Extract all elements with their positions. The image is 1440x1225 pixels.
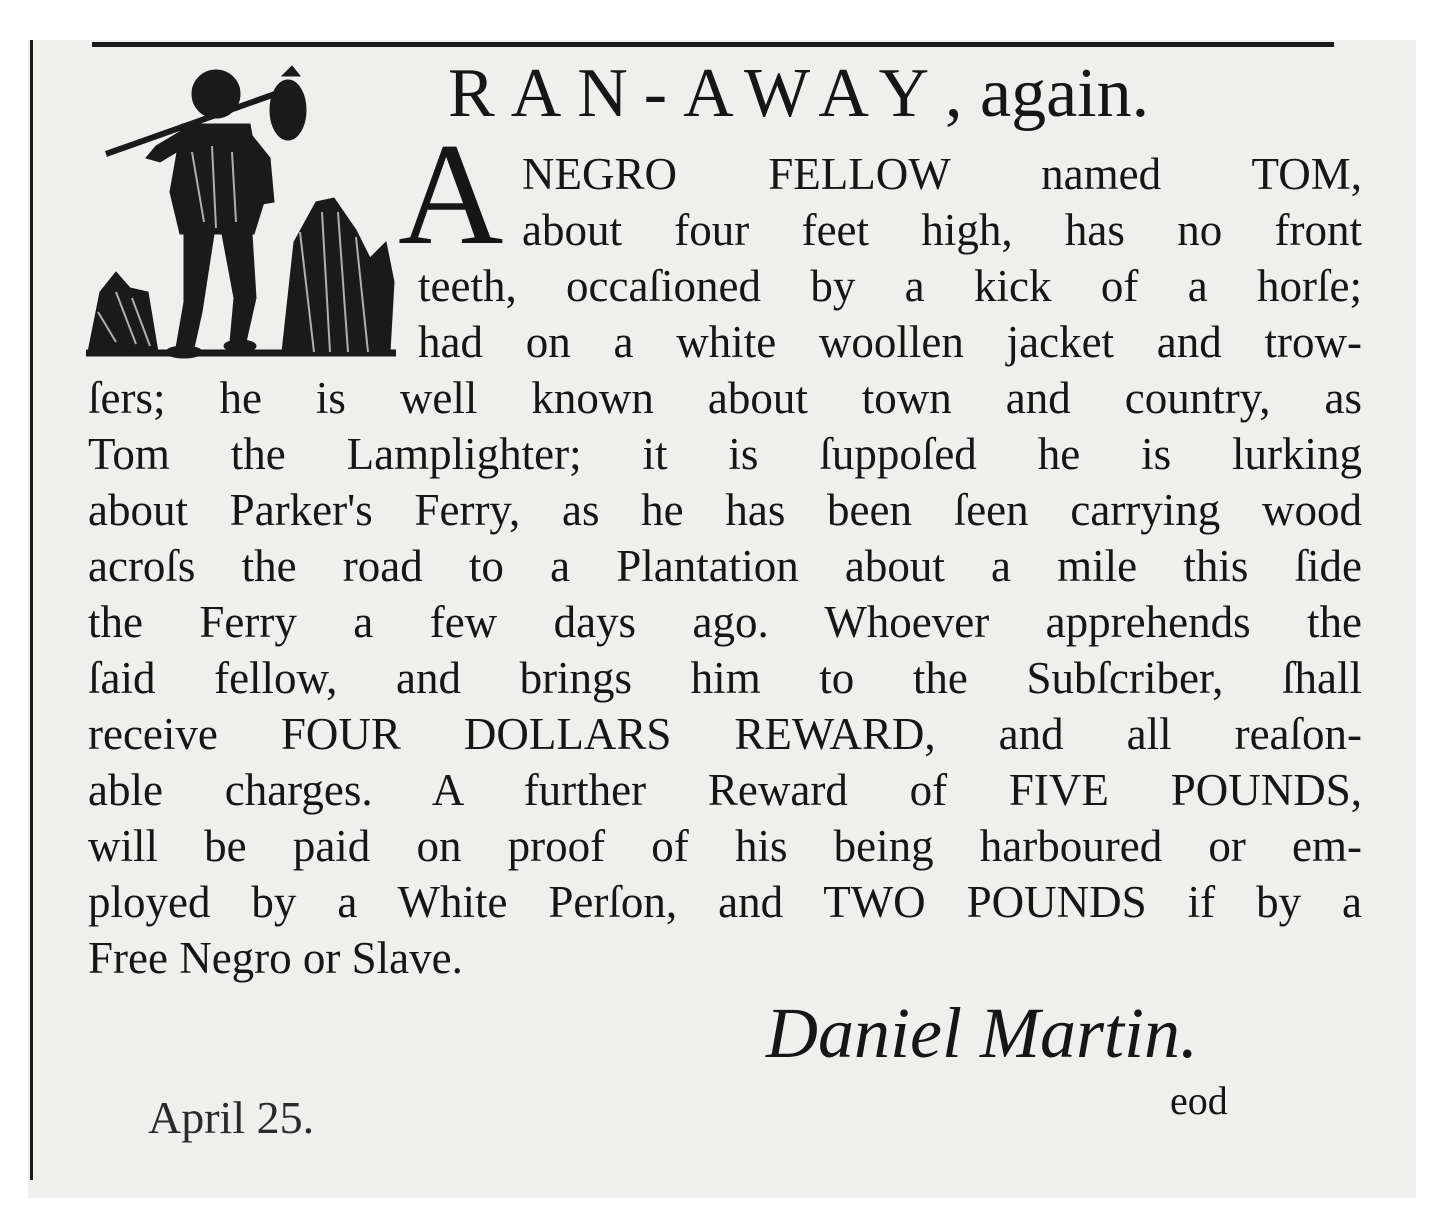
body-line: about four feet high, has no front (522, 205, 1362, 255)
body-line: ſaid fellow, and brings him to the Subſcriber, ſhall (88, 653, 1362, 703)
body-line: about Parker's Ferry, as he has been ſeen carrying wood (88, 485, 1362, 535)
body-line: acroſs the road to a Plantation about a mile this ſide (88, 541, 1362, 591)
body-line: will be paid on proof of his being harboured or em- (88, 821, 1362, 871)
body-line: ſers; he is well known about town and country, as (88, 373, 1362, 423)
date-line: April 25. (148, 1092, 315, 1143)
body-line: Tom the Lamplighter; it is ſuppoſed he is lurking (88, 429, 1362, 479)
headline (448, 54, 1149, 134)
body-line-last: Free Negro or Slave. (88, 933, 463, 983)
drop-cap: A (398, 113, 504, 275)
body-line: NEGRO FELLOW named TOM, (522, 149, 1362, 199)
column-rule-left (30, 40, 33, 1180)
insertion-code: eod (1170, 1078, 1228, 1123)
runaway-figure-woodcut-icon (86, 62, 396, 367)
body-line: had on a white woollen jacket and trow- (418, 317, 1362, 367)
signature: Daniel Martin. (766, 993, 1198, 1073)
column-rule-top (92, 42, 1334, 47)
body-line: teeth, occaſioned by a kick of a horſe; (418, 261, 1362, 311)
body-line: ployed by a White Perſon, and TWO POUNDS if by a (88, 877, 1362, 927)
body-line: receive FOUR DOLLARS REWARD, and all reaſon- (88, 709, 1362, 759)
headline-rest: , again. (945, 55, 1150, 132)
body-line: able charges. A further Reward of FIVE POUNDS, (88, 765, 1362, 815)
headline-caps: RAN-AWAY (448, 55, 946, 132)
body-line: the Ferry a few days ago. Whoever apprehends the (88, 597, 1362, 647)
